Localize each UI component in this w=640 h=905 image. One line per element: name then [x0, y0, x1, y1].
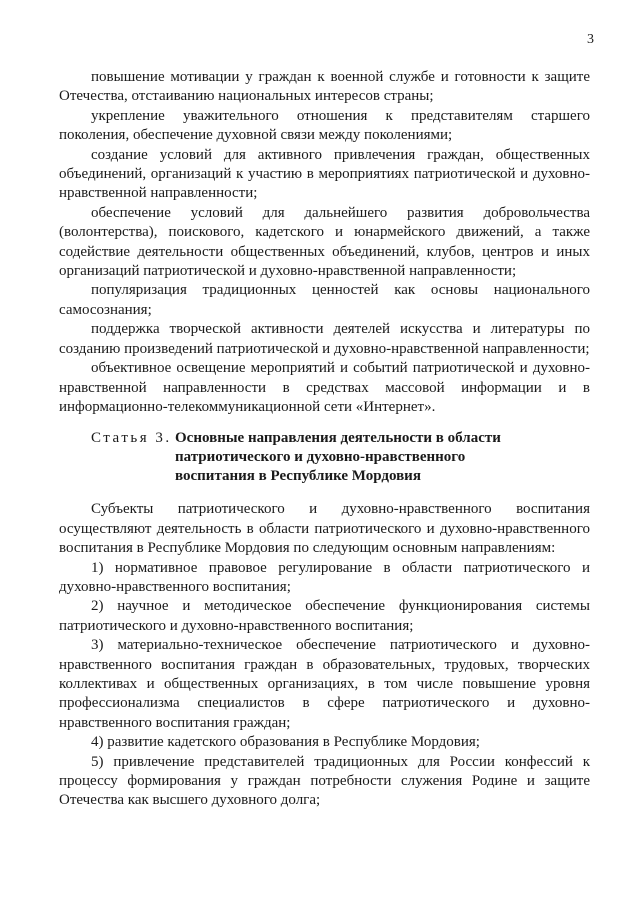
paragraph: Субъекты патриотического и духовно-нравственного воспитания осуществляют деятельность в области патриотического и духовно-нравственного воспитания в Республике Мордовия по следующим основным направлениям:: [59, 501, 590, 557]
paragraph: обеспечение условий для дальнейшего развития добровольчества (волонтерства), поискового, кадетского и юнармейского движений, а также содействие деятельности общественных объединений, клубов, центров и иных организаций патриотической и духовно-нравственной направленности;: [59, 204, 590, 280]
paragraph: популяризация традиционных ценностей как основы национального самосознания;: [59, 282, 590, 318]
list-item: 2) научное и методическое обеспечение функционирования системы патриотического и духовно-нравственного воспитания;: [59, 598, 590, 634]
paragraph: объективное освещение мероприятий и событий патриотической и духовно-нравственной направленности в средствах массовой информации и в информационно-телекоммуникационной сети «Интернет».: [59, 360, 590, 415]
page-number: 3: [587, 32, 594, 47]
article-title: Основные направления деятельности в области патриотического и духовно-нравственного воспитания в Республике Мордовия: [175, 430, 501, 485]
list-item: 5) привлечение представителей традиционных для России конфессий к процессу формирования у граждан потребности служения Родине и защите Отечества как высшего духовного долга;: [59, 753, 590, 809]
document-body: [59, 68, 590, 811]
paragraph: создание условий для активного привлечения граждан, общественных объединений, организаций к участию в мероприятиях патриотической и духовно-нравственной направленности;: [59, 146, 590, 202]
article-heading: [59, 429, 590, 486]
paragraph: повышение мотивации у граждан к военной службе и готовности к защите Отечества, отстаиванию национальных интересов страны;: [59, 69, 590, 105]
article-label: Статья 3.: [91, 430, 172, 447]
list-item: 1) нормативное правовое регулирование в области патриотического и духовно-нравственного воспитания;: [59, 559, 590, 595]
list-item: 4) развитие кадетского образования в Республике Мордовия;: [91, 734, 480, 751]
paragraph: укрепление уважительного отношения к представителям старшего поколения, обеспечение духовной связи между поколениями;: [59, 107, 590, 144]
paragraph: поддержка творческой активности деятелей искусства и литературы по созданию произведений патриотической и духовно-нравственной направленности;: [59, 321, 590, 357]
list-item: 3) материально-техническое обеспечение патриотического и духовно-нравственного воспитания граждан в образовательных, трудовых, творческих коллективах и общественных организациях, в том числе повышение уровня профессионализма специалистов в сфере патриотического и духовно-нравственного воспитания граждан;: [59, 637, 590, 731]
